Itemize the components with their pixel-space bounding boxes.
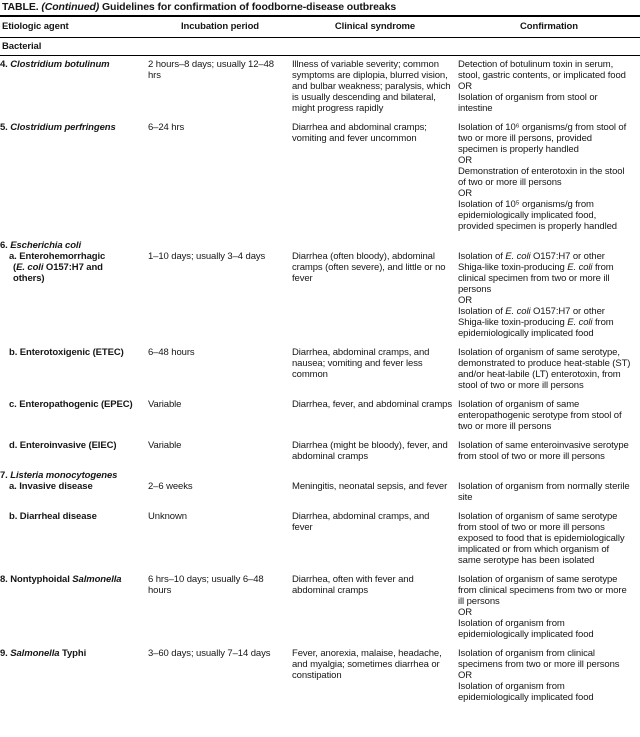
- column-header-row: [0, 17, 640, 37]
- incubation-cell: 1–10 days; usually 3–4 days: [148, 251, 266, 262]
- table-row: [0, 648, 640, 711]
- column-header-confirmation: Confirmation: [520, 21, 578, 32]
- agent-cell: [0, 240, 640, 251]
- confirmation-cell: [458, 511, 640, 574]
- table-row: [0, 481, 640, 511]
- agent-cell: [0, 59, 148, 122]
- confirmation-cell: [458, 481, 640, 511]
- incubation-cell: Variable: [148, 440, 182, 451]
- clinical-cell: Illness of variable severity; common symptoms are diplopia, blurred vision, and bulbar weakness; paralysis, which is usually descending and bilateral, might progress rapidly: [292, 59, 451, 114]
- table-row-group-header: [0, 240, 640, 251]
- agent-name: 7. Listeria monocytogenes: [0, 470, 118, 481]
- agent-cell: [0, 399, 148, 440]
- clinical-cell: Diarrhea (often bloody), abdominal cramps (often severe), and little or no fever: [292, 251, 446, 284]
- or-separator: OR: [458, 188, 473, 199]
- agent-cell: [0, 511, 148, 574]
- confirmation-paragraph: Isolation of organism from epidemiologically implicated food: [458, 681, 594, 703]
- incubation-cell: Variable: [148, 399, 182, 410]
- confirmation-paragraph: Isolation of 10⁶ organisms/g from stool of two or more ill persons, provided specimen is properly handled: [458, 122, 627, 155]
- table-row: [0, 574, 640, 648]
- confirmation-cell: [458, 347, 640, 399]
- clinical-cell: Diarrhea and abdominal cramps; vomiting and fever uncommon: [292, 122, 427, 144]
- agent-name: 6. Escherichia coli: [0, 240, 82, 251]
- confirmation-cell: [458, 122, 640, 240]
- confirmation-paragraph: Isolation of organism of same enteropathogenic serotype from stool of two or more ill persons: [458, 399, 622, 432]
- table-row: [0, 122, 640, 240]
- column-header-incubation-period: Incubation period: [181, 21, 259, 32]
- agent-name: d. Enteroinvasive (EIEC): [9, 440, 117, 451]
- agent-cell: [0, 470, 640, 481]
- table-row: [0, 399, 640, 440]
- clinical-cell: Diarrhea, abdominal cramps, and nausea; vomiting and fever less common: [292, 347, 430, 380]
- confirmation-paragraph: Isolation of organism from clinical specimens from two or more ill persons: [458, 648, 620, 670]
- confirmation-paragraph: Isolation of organism of same serotype, demonstrated to produce heat-stable (ST) and/or heat-labile (LT) enterotoxin, from stool of two or more ill persons: [458, 347, 631, 391]
- or-separator: OR: [458, 155, 473, 166]
- incubation-cell: 3–60 days; usually 7–14 days: [148, 648, 271, 659]
- agent-cell: [0, 251, 148, 347]
- table-row: [0, 440, 640, 470]
- agent-cell: [0, 440, 148, 470]
- incubation-cell: 6–24 hrs: [148, 122, 185, 133]
- section-header-bacterial: Bacterial: [2, 41, 42, 52]
- confirmation-cell: [458, 440, 640, 470]
- section-divider: [0, 55, 640, 56]
- agent-name: 8. Nontyphoidal Salmonella: [0, 574, 122, 585]
- confirmation-cell: [458, 251, 640, 347]
- incubation-cell: Unknown: [148, 511, 187, 522]
- confirmation-cell: [458, 648, 640, 711]
- confirmation-paragraph: Demonstration of enterotoxin in the stool of two or more ill persons: [458, 166, 625, 188]
- agent-name: 9. Salmonella Typhi: [0, 648, 87, 659]
- confirmation-paragraph: Isolation of organism from stool or intestine: [458, 92, 598, 114]
- guidelines-table: [0, 59, 640, 711]
- confirmation-paragraph: Isolation of E. coli O157:H7 or other Shiga-like toxin-producing E. coli from epidemiologically implicated food: [458, 306, 614, 339]
- or-separator: OR: [458, 607, 473, 618]
- agent-name: a. Invasive disease: [9, 481, 93, 492]
- agent-name: b. Diarrheal disease: [9, 511, 97, 522]
- confirmation-cell: [458, 59, 640, 122]
- clinical-cell: Diarrhea, fever, and abdominal cramps: [292, 399, 452, 410]
- agent-cell: [0, 481, 148, 511]
- column-header-etiologic-agent: Etiologic agent: [2, 21, 69, 32]
- agent-cell: [0, 574, 148, 648]
- clinical-cell: Diarrhea, abdominal cramps, and fever: [292, 511, 430, 533]
- clinical-cell: Diarrhea, often with fever and abdominal cramps: [292, 574, 414, 596]
- agent-name: c. Enteropathogenic (EPEC): [9, 399, 133, 410]
- clinical-cell: Diarrhea (might be bloody), fever, and abdominal cramps: [292, 440, 448, 462]
- incubation-cell: 2–6 weeks: [148, 481, 193, 492]
- table-row: [0, 511, 640, 574]
- clinical-cell: Fever, anorexia, malaise, headache, and myalgia; sometimes diarrhea or constipation: [292, 648, 442, 681]
- clinical-cell: Meningitis, neonatal sepsis, and fever: [292, 481, 448, 492]
- confirmation-paragraph: Isolation of E. coli O157:H7 or other Shiga-like toxin-producing E. coli from clinical specimen from two or more ill persons: [458, 251, 614, 295]
- agent-cell: [0, 122, 148, 240]
- confirmation-paragraph: Isolation of same enteroinvasive serotype from stool of two or more ill persons: [458, 440, 629, 462]
- confirmation-paragraph: Isolation of organism of same serotype from clinical specimens from two or more ill persons: [458, 574, 627, 607]
- incubation-cell: 2 hours–8 days; usually 12–48 hrs: [148, 59, 274, 81]
- confirmation-paragraph: Isolation of 10⁵ organisms/g from epidemiologically implicated food, provided specimen is properly handled: [458, 199, 617, 232]
- or-separator: OR: [458, 670, 473, 681]
- agent-name: a. Enterohemorrhagic (E. coli O157:H7 and others): [9, 251, 106, 284]
- or-separator: OR: [458, 295, 473, 306]
- confirmation-paragraph: Isolation of organism from normally sterile site: [458, 481, 630, 503]
- confirmation-paragraph: Isolation of organism from epidemiologically implicated food: [458, 618, 594, 640]
- table-row: [0, 347, 640, 399]
- confirmation-cell: [458, 574, 640, 648]
- or-separator: OR: [458, 81, 473, 92]
- confirmation-paragraph: Isolation of organism of same serotype from stool of two or more ill persons exposed to food that is epidemiologically implicated or from which organism of same serotype has been isolated: [458, 511, 625, 566]
- incubation-cell: 6–48 hours: [148, 347, 195, 358]
- agent-name: 4. Clostridium botulinum: [0, 59, 110, 70]
- agent-cell: [0, 648, 148, 711]
- agent-cell: [0, 347, 148, 399]
- confirmation-paragraph: Detection of botulinum toxin in serum, stool, gastric contents, or implicated food: [458, 59, 626, 81]
- agent-name: 5. Clostridium perfringens: [0, 122, 116, 133]
- incubation-cell: 6 hrs–10 days; usually 6–48 hours: [148, 574, 264, 596]
- table-row: [0, 59, 640, 122]
- table-row-group-header: [0, 470, 640, 481]
- table-title: TABLE. (Continued) Guidelines for confirmation of foodborne-disease outbreaks: [2, 1, 397, 13]
- table-row: [0, 251, 640, 347]
- column-header-clinical-syndrome: Clinical syndrome: [334, 21, 416, 32]
- confirmation-cell: [458, 399, 640, 440]
- agent-name: b. Enterotoxigenic (ETEC): [9, 347, 124, 358]
